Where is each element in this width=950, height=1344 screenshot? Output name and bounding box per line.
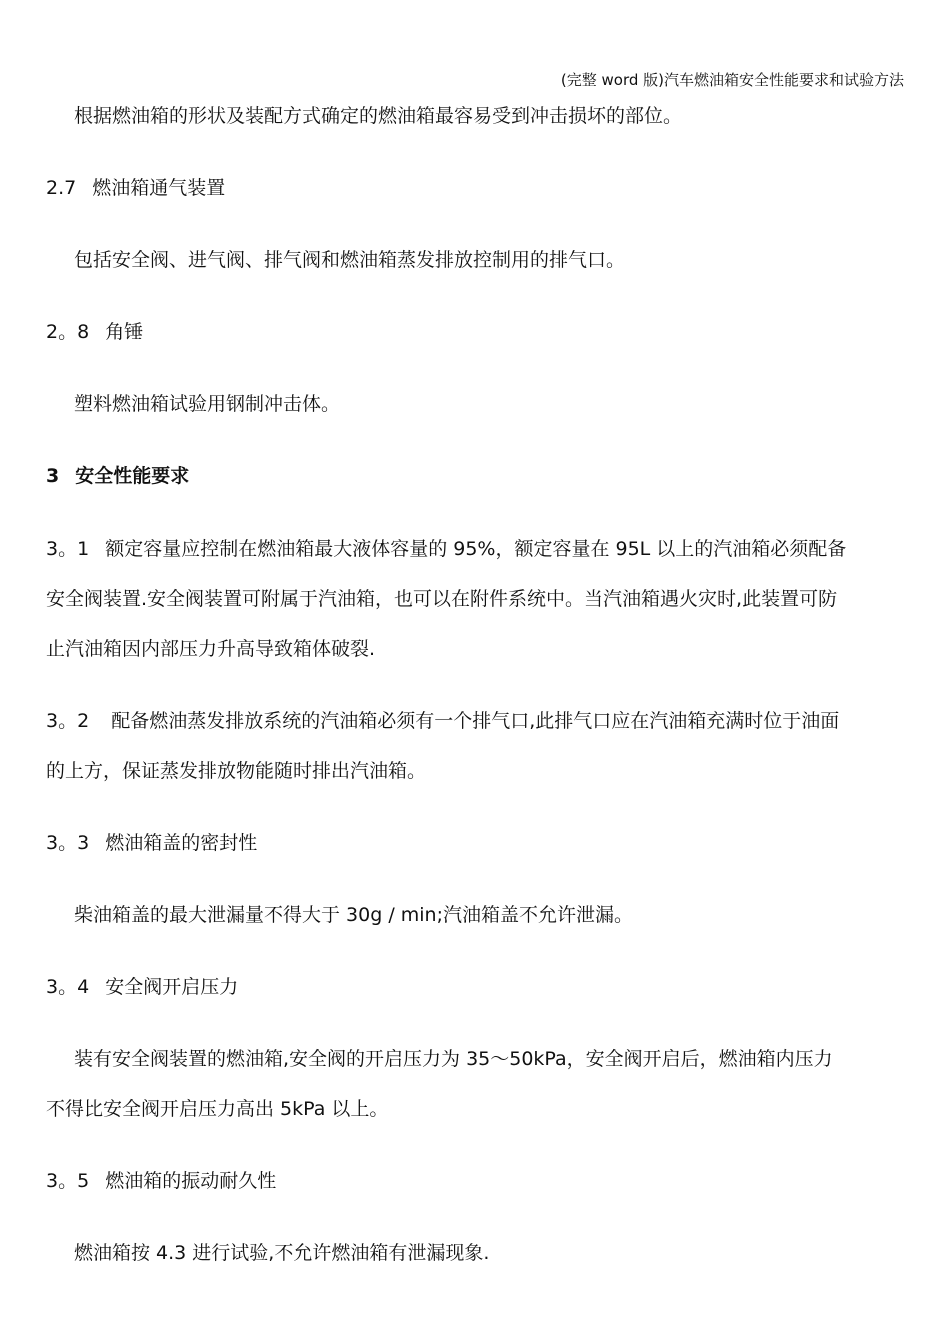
paragraph-2-6-definition: 根据燃油箱的形状及装配方式确定的燃油箱最容易受到冲击损坏的部位。	[74, 105, 683, 127]
section-heading-2-7	[46, 175, 225, 201]
paragraph-3-1-line-3: 止汽油箱因内部压力升高导致箱体破裂.	[46, 638, 376, 660]
running-header: (完整 word 版)汽车燃油箱安全性能要求和试验方法	[560, 71, 904, 89]
paragraph-text: 配备燃油蒸发排放系统的汽油箱必须有一个排气口,此排气口应在汽油箱充满时位于油面	[111, 710, 840, 732]
section-title: 安全阀开启压力	[105, 976, 239, 998]
section-title: 角锤	[105, 321, 144, 343]
paragraph-3-2-line-1	[46, 708, 839, 734]
section-title: 燃油箱通气装置	[92, 177, 226, 199]
section-number: 3。2	[46, 710, 90, 732]
chapter-title: 安全性能要求	[75, 465, 190, 487]
paragraph-3-1-line-2: 安全阀装置.安全阀装置可附属于汽油箱，也可以在附件系统中。当汽油箱遇火灾时,此装置可防	[46, 588, 838, 610]
paragraph-3-2-line-2: 的上方，保证蒸发排放物能随时排出汽油箱。	[46, 760, 427, 782]
paragraph-3-5-text: 燃油箱按 4.3 进行试验,不允许燃油箱有泄漏现象.	[74, 1242, 490, 1264]
section-heading-3-5	[46, 1168, 276, 1194]
chapter-number: 3	[46, 465, 60, 487]
section-number: 2.7	[46, 177, 77, 199]
section-title: 燃油箱盖的密封性	[105, 832, 258, 854]
chapter-heading-3	[46, 463, 189, 489]
paragraph-3-4-line-1: 装有安全阀装置的燃油箱,安全阀的开启压力为 35～50kPa，安全阀开启后，燃油箱内压力	[74, 1048, 833, 1070]
section-number: 3。1	[46, 538, 90, 560]
paragraph-2-7-definition: 包括安全阀、进气阀、排气阀和燃油箱蒸发排放控制用的排气口。	[74, 249, 626, 271]
section-heading-2-8	[46, 319, 143, 345]
paragraph-3-3-text: 柴油箱盖的最大泄漏量不得大于 30g / min;汽油箱盖不允许泄漏。	[74, 904, 633, 926]
section-number: 2。8	[46, 321, 90, 343]
section-title: 燃油箱的振动耐久性	[105, 1170, 277, 1192]
section-number: 3。5	[46, 1170, 90, 1192]
paragraph-3-4-line-2: 不得比安全阀开启压力高出 5kPa 以上。	[46, 1098, 389, 1120]
paragraph-2-8-definition: 塑料燃油箱试验用钢制冲击体。	[74, 393, 341, 415]
paragraph-text: 额定容量应控制在燃油箱最大液体容量的 95%，额定容量在 95L 以上的汽油箱必须配备	[105, 538, 847, 560]
section-heading-3-4	[46, 974, 238, 1000]
paragraph-3-1-line-1	[46, 536, 846, 562]
section-number: 3。3	[46, 832, 90, 854]
section-heading-3-3	[46, 830, 257, 856]
section-number: 3。4	[46, 976, 90, 998]
